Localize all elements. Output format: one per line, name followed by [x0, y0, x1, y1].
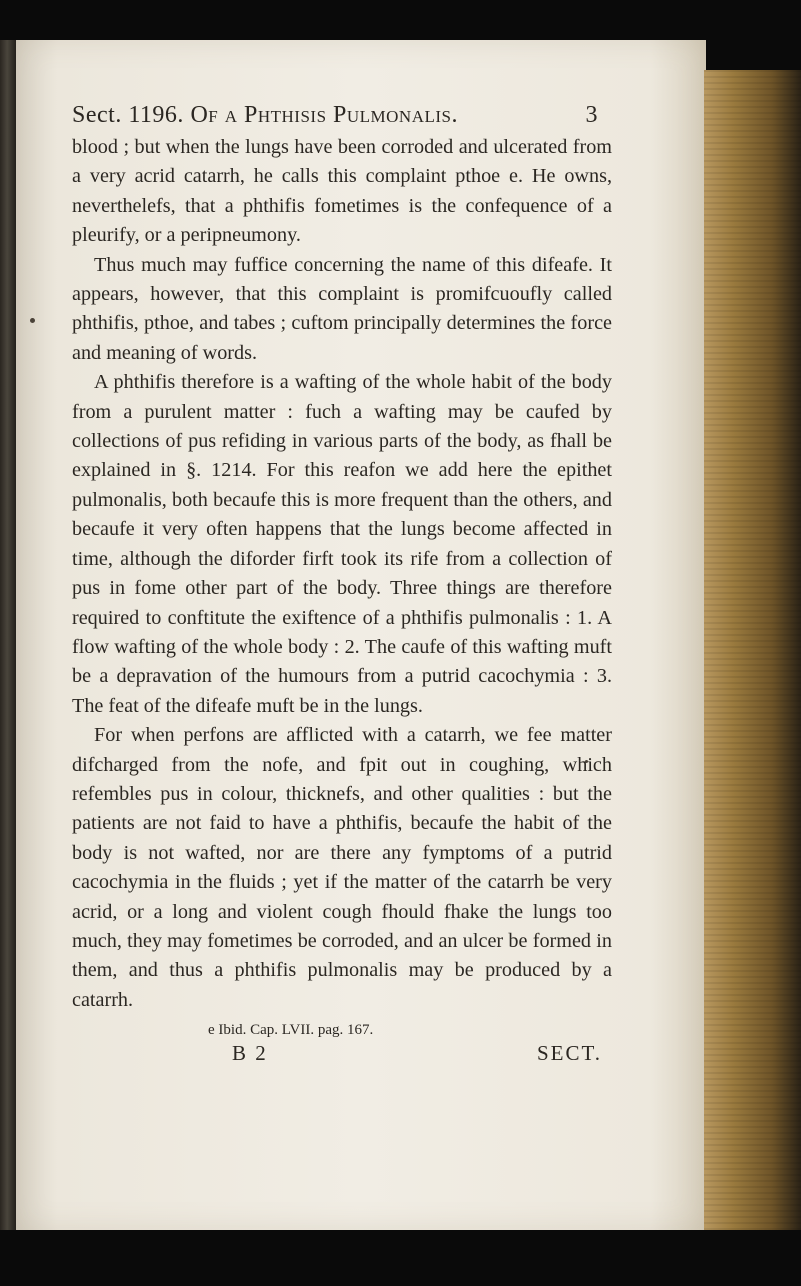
- paragraph: blood ; but when the lungs have been corroded and ulcerated from a very acrid catarrh, he calls this complaint pthoe e. He owns, neverthelefs, that a phthifis fometimes is the confequence of a pleurify, or a peripneumony.: [72, 136, 612, 247]
- paragraph: Thus much may fuffice concerning the name of this difeafe. It appears, however, that this complaint is promifcuoufly called phthifis, pthoe, and tabes ; cuftom principally determines the force and meaning of words.: [72, 253, 612, 364]
- catchword: SECT.: [536, 1041, 602, 1066]
- header-section: [72, 102, 458, 129]
- section-number: Sect. 1196.: [72, 102, 184, 128]
- page-number: 3: [585, 102, 598, 128]
- page-content: [72, 102, 612, 1066]
- signature-mark: B 2: [232, 1041, 268, 1066]
- paragraph: A phthifis therefore is a wafting of the whole habit of the body from a purulent matter : fuch a wafting may be caufed by collections of pus refiding in various parts of the body, as fhall be explained in §. 1214. For this reafon we add here the epithet pulmonalis, both becaufe this is more frequent than the others, and becaufe it very often happens that the lungs become affected in time, although the diforder firft took its rife from a collection of pus in fome other part of the body. Three things are therefore required to conftitute the exiftence of a phthifis pulmonalis : 1. A flow wafting of the whole body : 2. The caufe of this wafting muft be a depravation of the humours from a putrid cacochymia : 3. The feat of the difeafe muft be in the lungs.: [72, 371, 612, 717]
- page-footer: [232, 1041, 602, 1066]
- running-header: [72, 102, 612, 129]
- page-title: Of a Phthisis Pulmonalis.: [190, 102, 458, 128]
- paragraph: For when perfons are afflicted with a catarrh, we fee matter difcharged from the nofe, and fpit out in coughing, which refembles pus in colour, thicknefs, and other qualities : but the patients are not faid to have a phthifis, becaufe the habit of the body is not wafted, nor are there any fymptoms of a putrid cacochymia in the fluids ; yet if the matter of the catarrh be very acrid, or a long and violent cough fhould fhake the lungs too much, they may fometimes be corroded, and an ulcer be formed in them, and thus a phthifis pulmonalis may be produced by a catarrh.: [72, 724, 612, 1011]
- footnote: e Ibid. Cap. LVII. pag. 167.: [208, 1022, 374, 1039]
- ink-spot: [30, 318, 35, 323]
- page-edges-right: [704, 70, 801, 1230]
